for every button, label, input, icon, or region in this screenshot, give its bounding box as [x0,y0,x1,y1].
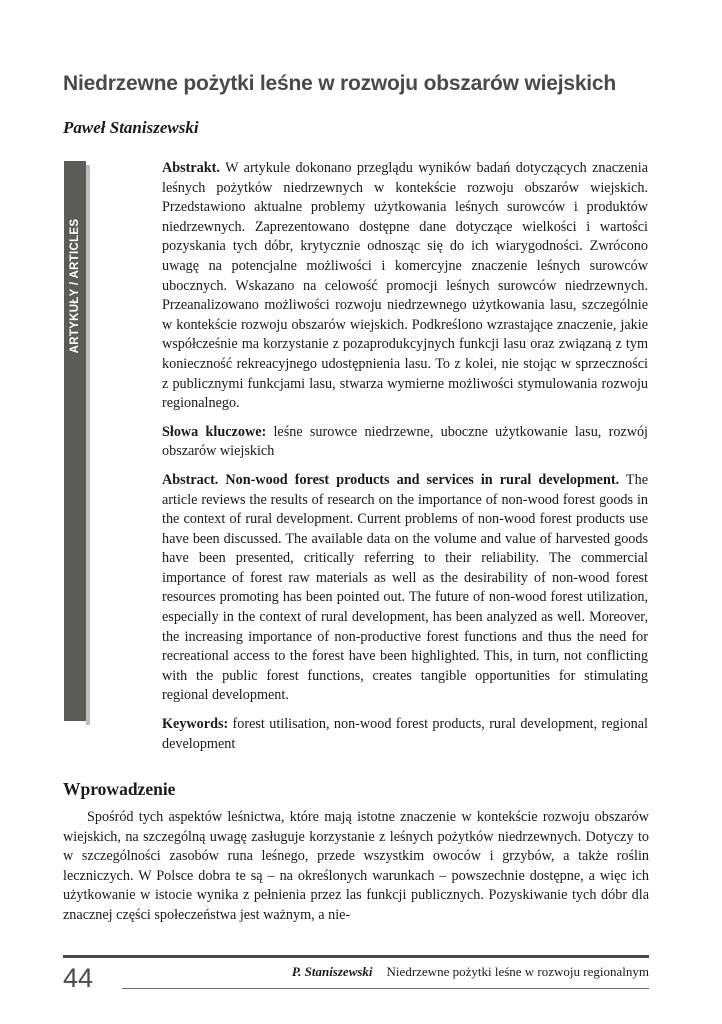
page-number: 44 [63,963,94,993]
keywords-en-label: Keywords: [162,716,229,733]
keywords-en [162,715,648,754]
abstract-en-label: Abstract. Non-wood forest products and services in rural development. [162,471,620,488]
side-band-shadow [86,165,90,725]
article-title: Niedrzewne pożytki leśne w rozwoju obszarów wiejskich [63,72,617,95]
article-author: Paweł Staniszewski [63,118,199,137]
keywords-pl [162,423,648,462]
abstract-en [162,471,648,706]
footer-author: P. Staniszewski [291,964,373,979]
keywords-pl-label: Słowa kluczowe: [162,423,267,440]
abstract-pl-text: W artykule dokonano przeglądu wyników badań dotyczących znaczenia leśnych pożytków niedrzewnych w kontekście rozwoju obszarów wiejskich. Przedstawiono aktualne problemy użytkowania leśnych surowców i produktów niedrzewnych. Zaprezentowano dostępne dane dotyczące wielkości i wartości pozyskania tych dóbr, krytycznie odnosząc się do ich wiarygodności. Zwrócono uwagę na potencjalne możliwości i komercyjne znaczenie leśnych surowców ubocznych. Wskazano na celowość promocji leśnych surowców niedrzewnych. Przeanalizowano możliwości rozwoju niedrzewnego użytkowania lasu, szczególnie w kontekście rozwoju obszarów wiejskich. Podkreślono wzrastające znaczenie, jakie współcześnie ma korzystanie z pozaprodukcyjnych funkcji lasu oraz związaną z tym konieczność rekreacyjnego udostępnienia lasu. To z kolei, nie stojąc w sprzeczności z publicznymi funkcjami lasu, stwarza wymierne możliwości stymulowania rozwoju regionalnego. [162,160,648,412]
section-heading: Wprowadzenie [63,779,176,799]
intro-paragraph: Spośród tych aspektów leśnictwa, które mają istotne znaczenie w kontekście rozwoju obszarów wiejskich, na szczególną uwagę zasługuje korzystanie z leśnych pożytków niedrzewnych. Dotyczy to w szczególności zasobów runa leśnego, przede wszystkim owoców i grzybów, a także roślin leczniczych. W Polsce dobra te są – na określonych warunkach – powszechnie dostępne, a więc ich użytkowanie w istocie wynika z pełnienia przez las funkcji publicznych. Pozyskiwanie tych dóbr dla znacznej części społeczeństwa jest ważnym, a nie- [63,809,649,923]
section-side-label: ARTYKUŁY / ARTICLES [69,218,81,354]
keywords-pl-text: leśne surowce niedrzewne, uboczne użytkowanie lasu, rozwój obszarów wiejskich [162,423,648,460]
keywords-en-text: forest utilisation, non-wood forest products, rural development, regional development [162,716,648,752]
abstract-column [162,159,648,763]
footer-rule [63,955,649,958]
abstract-pl [162,159,648,414]
running-footer [292,964,649,980]
footer-running-title: Niedrzewne pożytki leśne w rozwoju regionalnym [386,964,649,979]
abstract-en-text: The article reviews the results of research on the importance of non-wood forest goods in the context of rural development. Current problems of non-wood forest products use have been discussed. The available data on the volume and value of harvested goods have been presented, critically referring to their reliability. The commercial importance of forest raw materials as well as the desirability of non-wood forest resources promoting has been pointed out. The future of non-wood forest utilization, especially in the context of rural development, has been analyzed as well. Moreover, the increasing importance of non-productive forest functions and thus the need for recreational access to the forest have been highlighted. This, in turn, not conflicting with the public forest functions, creates tangible opportunities for stimulating regional development. [162,471,648,704]
footer-underline [122,988,649,989]
abstract-pl-label: Abstrakt. [162,160,220,176]
